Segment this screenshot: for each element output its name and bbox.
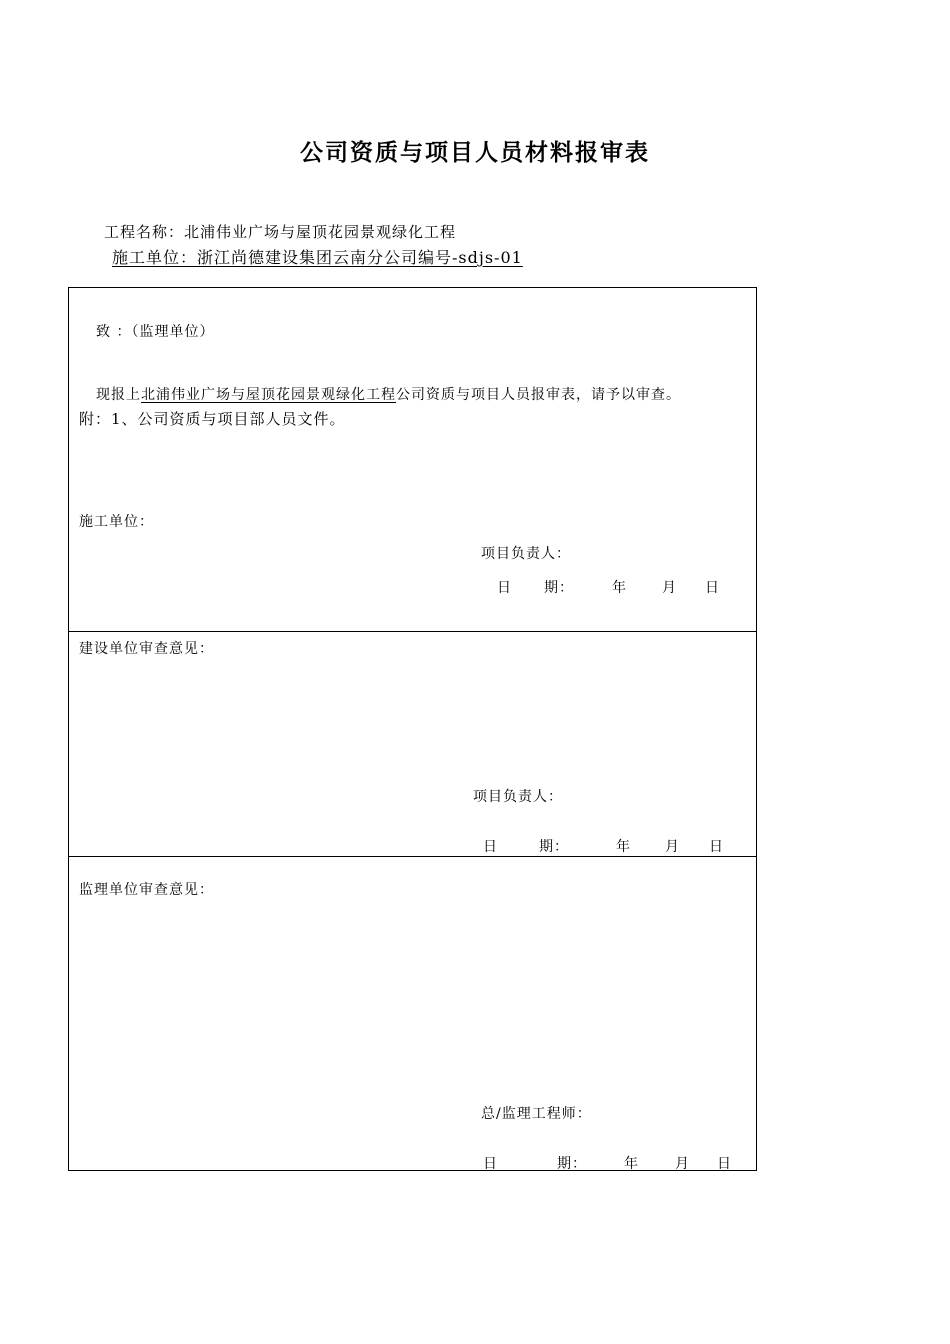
date-day-label: 日: [483, 839, 498, 855]
date-month-label: 月: [665, 839, 680, 855]
date-day-suffix: 日: [705, 580, 720, 596]
manager-signature-label: 项目负责人：: [473, 789, 563, 805]
date-month-label: 月: [675, 1156, 690, 1172]
attachment-line: 附：1、公司资质与项目部人员文件。: [79, 410, 346, 428]
date-month-label: 月: [662, 580, 677, 596]
addressee-line: 致 ：（监理单位）: [96, 324, 215, 340]
report-project-name: 北浦伟业广场与屋顶花园景观绿化工程: [141, 387, 396, 403]
review-form-table: [68, 287, 757, 1171]
manager-signature-label: 项目负责人：: [481, 546, 571, 562]
date-year-label: 年: [616, 839, 631, 855]
supervisor-review-section: [69, 857, 756, 1172]
date-year-label: 年: [612, 580, 627, 596]
date-period-label: 期：: [544, 580, 574, 596]
project-name-line: 工程名称：北浦伟业广场与屋顶花园景观绿化工程: [104, 223, 457, 241]
report-prefix: 现报上: [96, 387, 141, 403]
date-day-label: 日: [483, 1156, 498, 1172]
date-period-label: 期：: [539, 839, 569, 855]
contractor-line: 施工单位：浙江尚德建设集团云南分公司编号-sdjs-01: [112, 248, 523, 267]
engineer-signature-label: 总/监理工程师：: [481, 1106, 592, 1122]
date-year-label: 年: [624, 1156, 639, 1172]
owner-review-heading: 建设单位审查意见：: [79, 641, 214, 657]
date-day-suffix: 日: [709, 839, 724, 855]
form-title: 公司资质与项目人员材料报审表: [300, 139, 650, 166]
submission-section: [69, 288, 756, 632]
report-suffix: 公司资质与项目人员报审表，请予以审查。: [396, 387, 681, 403]
date-period-label: 期：: [557, 1156, 587, 1172]
owner-review-section: [69, 632, 756, 857]
report-statement: [96, 384, 681, 404]
supervisor-review-heading: 监理单位审查意见：: [79, 882, 214, 898]
date-day-label: 日: [497, 580, 512, 596]
date-day-suffix: 日: [717, 1156, 732, 1172]
contractor-signature-label: 施工单位：: [79, 514, 154, 530]
